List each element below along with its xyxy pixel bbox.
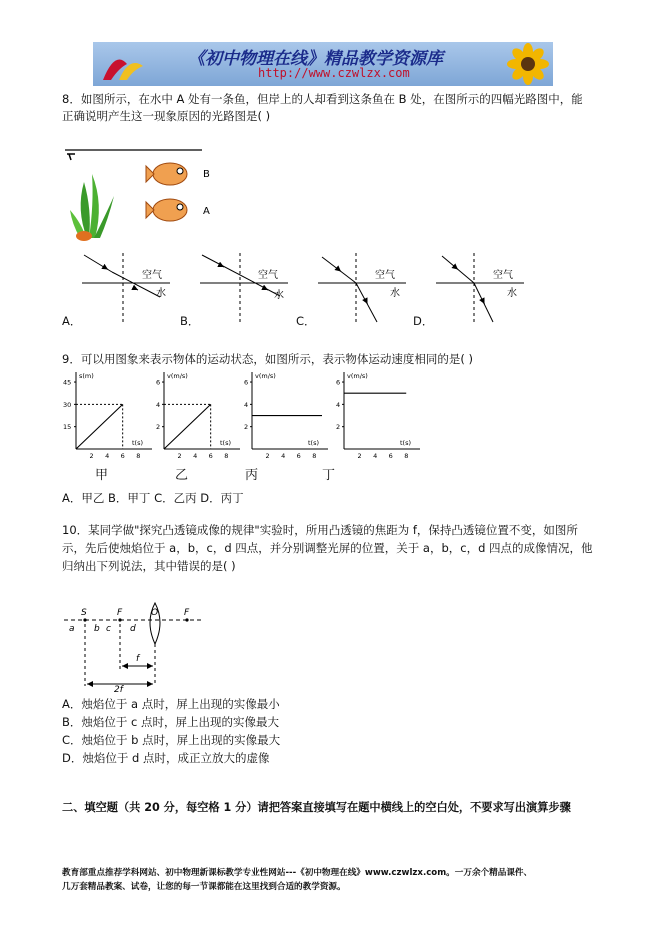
- q10-line2: 示，先后使烛焰位于 a，b，c，d 四点，并分别调整光屏的位置，关于 a，b，c，d 四点的成像情况，他: [62, 541, 593, 555]
- graph-0-xtick: 6: [120, 452, 125, 460]
- graph-3-xtick: 6: [388, 452, 393, 460]
- fish-b-icon: [146, 163, 187, 185]
- q8-line1: 8．如图所示，在水中 A 处有一条鱼，但岸上的人却看到这条鱼在 B 处，在图所示的四幅光路图中，能: [62, 92, 583, 106]
- q9-label-ding: 丁: [322, 468, 336, 483]
- graph-0-series-line: [76, 404, 123, 449]
- graph-2-xtick: 2: [265, 452, 270, 460]
- q8-option-c: C．: [296, 314, 316, 328]
- diagram-b: [200, 253, 288, 322]
- graph-1-xlabel: t(s): [220, 439, 232, 447]
- q9-label-bing: 丙: [245, 468, 259, 483]
- q8-option-d: D．: [413, 314, 434, 328]
- diagram-b-water: 水: [274, 290, 284, 301]
- graph-3-ytick: 6: [336, 378, 341, 387]
- point-f1-label: F: [117, 608, 123, 618]
- graph-1-series-line: [164, 404, 211, 449]
- graph-0-xtick: 4: [105, 452, 110, 460]
- graph-1-xtick: 8: [224, 452, 229, 460]
- point-a-label: a: [69, 624, 75, 634]
- focal-length-label: f: [136, 654, 140, 664]
- graph-3-ytick: 4: [336, 400, 341, 409]
- diagram-c-air: 空气: [375, 270, 395, 281]
- q10-option-b: B．烛焰位于 c 点时，屏上出现的实像最大: [62, 715, 280, 729]
- q9-label-yi: 乙: [175, 468, 189, 483]
- graph-2-ytick: 6: [244, 378, 249, 387]
- graph-3-xtick: 2: [357, 452, 362, 460]
- diagram-c: [318, 253, 406, 322]
- fish-a-label: A: [203, 206, 210, 217]
- logo-icon: [97, 46, 149, 84]
- graph-1-xtick: 2: [177, 452, 182, 460]
- graph-3-xlabel: t(s): [400, 439, 412, 447]
- point-d-label: d: [130, 624, 136, 634]
- graph-2-xtick: 8: [312, 452, 317, 460]
- q10-line1: 10．某同学做"探究凸透镜成像的规律"实验时，所用凸透镜的焦距为 f，保持凸透镜位置不变，如图所: [62, 523, 578, 537]
- graph-2-xlabel: t(s): [308, 439, 320, 447]
- q10-option-a: A．烛焰位于 a 点时，屏上出现的实像最小: [62, 697, 280, 711]
- q10-option-d: D．烛焰位于 d 点时，成正立放大的虚像: [62, 751, 270, 765]
- q9-line1: 9．可以用图象来表示物体的运动状态，如图所示，表示物体运动速度相同的是( ): [62, 352, 473, 366]
- graph-1-xtick: 4: [193, 452, 198, 460]
- diagram-a: [82, 253, 170, 322]
- graph-3-xtick: 4: [373, 452, 378, 460]
- graph-3-xtick: 8: [404, 452, 409, 460]
- point-s-label: S: [81, 608, 87, 618]
- q9-graphs: [60, 368, 412, 466]
- graph-2-ytick: 4: [244, 400, 249, 409]
- footer-line1: 教育部重点推荐学科网站、初中物理新课标教学专业性网站---《初中物理在线》www.czwlzx.com。一万余个精品课件、: [62, 868, 533, 878]
- q8-line2: 正确说明产生这一现象原因的光路图是( ): [62, 109, 271, 123]
- eye-icon: [67, 154, 75, 160]
- diagram-a-air: 空气: [142, 270, 162, 281]
- graph-1-ylabel: v(m/s): [167, 372, 188, 380]
- fish-a-icon: [146, 199, 187, 221]
- graph-0-xlabel: t(s): [132, 439, 144, 447]
- diagram-d-water: 水: [507, 288, 517, 299]
- graph-3-ytick: 2: [336, 423, 341, 432]
- q8-option-b: B．: [180, 314, 200, 328]
- seaweed-icon: [70, 174, 114, 241]
- q10-lens-diagram: [62, 600, 212, 695]
- diagram-c-water: 水: [390, 288, 400, 299]
- q10-option-c: C．烛焰位于 b 点时，屏上出现的实像最大: [62, 733, 281, 747]
- q8-option-a: A．: [62, 314, 82, 328]
- sunflower-icon: [503, 42, 553, 86]
- graph-2-ytick: 2: [244, 423, 249, 432]
- graph-0-ylabel: s(m): [79, 372, 94, 380]
- graph-2-ylabel: v(m/s): [255, 372, 276, 380]
- diagram-a-water: 水: [156, 288, 166, 299]
- point-b-label: b: [94, 624, 100, 634]
- graph-0-ytick: 15: [63, 423, 72, 432]
- graph-0-ytick: 45: [63, 378, 72, 387]
- q8-scene-figure: [62, 140, 222, 245]
- graph-1-xtick: 6: [208, 452, 213, 460]
- graph-1-ytick: 2: [156, 423, 161, 432]
- graph-1-ytick: 6: [156, 378, 161, 387]
- fish-b-label: B: [203, 169, 210, 180]
- graph-3-ylabel: v(m/s): [347, 372, 368, 380]
- diagram-d: [436, 253, 524, 322]
- header-banner: [93, 42, 553, 86]
- point-c-label: c: [106, 624, 111, 634]
- diagram-b-air: 空气: [258, 270, 278, 281]
- diagram-d-air: 空气: [493, 270, 513, 281]
- q9-options: A．甲乙 B．甲丁 C．乙丙 D．丙丁: [62, 491, 244, 505]
- graph-1-ytick: 4: [156, 400, 161, 409]
- graph-0-xtick: 8: [136, 452, 141, 460]
- q10-line3: 归纳出下列说法，其中错误的是( ): [62, 559, 236, 573]
- double-focal-length-label: 2f: [114, 685, 123, 695]
- graph-0-xtick: 2: [89, 452, 94, 460]
- q9-label-jia: 甲: [95, 468, 109, 483]
- point-o-label: O: [151, 608, 159, 618]
- banner-url[interactable]: http://www.czwlzx.com: [258, 66, 410, 80]
- footer-line2: 几万套精品教案、试卷，让您的每一节课都能在这里找到合适的教学资源。: [62, 882, 346, 892]
- section2-heading: 二、填空题（共 20 分，每空格 1 分）请把答案直接填写在题中横线上的空白处，不要求写出演算步骤: [62, 801, 571, 814]
- graph-0-ytick: 30: [63, 400, 72, 409]
- point-f2-label: F: [184, 608, 190, 618]
- graph-2-xtick: 4: [281, 452, 286, 460]
- graph-2-xtick: 6: [296, 452, 301, 460]
- banner-title: 《初中物理在线》精品教学资源库: [188, 49, 443, 69]
